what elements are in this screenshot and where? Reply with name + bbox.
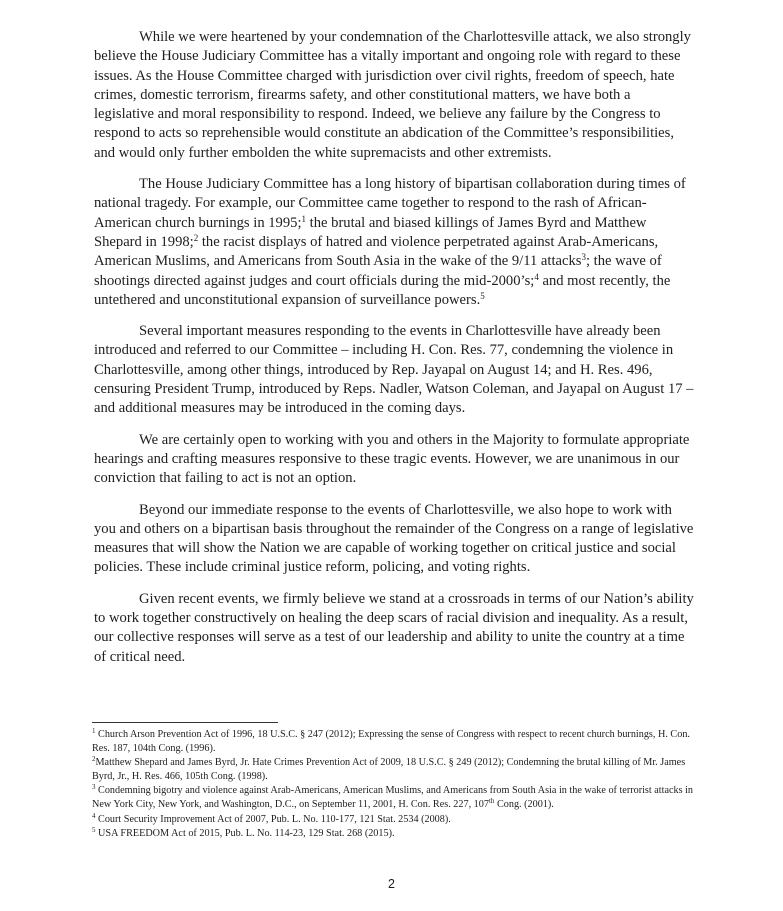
footnote-3 — [92, 784, 702, 811]
footnote-ref-3: 3 — [581, 252, 586, 263]
footnote-number: 2 — [92, 755, 96, 764]
footnote-number: 3 — [92, 783, 96, 792]
footnote-text: USA FREEDOM Act of 2015, Pub. L. No. 114-23, 129 Stat. 268 (2015). — [95, 828, 395, 840]
footnote-ref-4: 4 — [534, 271, 539, 282]
footnote-ref-2: 2 — [193, 232, 199, 243]
letter-body — [94, 28, 694, 667]
paragraph-6: Given recent events, we firmly believe we stand at a crossroads in terms of our Nation’s ability to work together constructively on healing the deep scars of racial division and inequality. As a result, our collective responses will serve as a test of our leadership and ability to unite the country at a time of critical need. — [94, 590, 694, 665]
footnote-2 — [92, 756, 702, 783]
footnote-number: 4 — [92, 811, 96, 820]
footnote-text: Matthew Shepard and James Byrd, Jr. Hate Crimes Prevention Act of 2009, 18 U.S.C. § 249 (2012); Condemning the brutal killing of Mr. James Byrd, Jr., H. Res. 466, 105th Cong. (1998). — [92, 757, 686, 782]
paragraph-2-text: the brutal and biased killings of James Byrd and Matthew Shepard in 1998; — [94, 214, 647, 250]
footnote-1 — [92, 728, 702, 755]
paragraph-2 — [94, 175, 694, 310]
paragraph-2-text: and most recently, the untethered and unconstitutional expansion of surveillance powers. — [94, 272, 671, 308]
footnote-divider — [92, 722, 278, 723]
footnote-text: Court Security Improvement Act of 2007, Pub. L. No. 110-177, 121 Stat. 2534 (2008). — [95, 813, 451, 825]
paragraph-2-text: The House Judiciary Committee has a long history of bipartisan collaboration during times of national tragedy. For example, our Committee came together to respond to the rash of African-American church burnings in 1995; — [94, 176, 686, 231]
footnote-ref-1: 1 — [301, 213, 307, 224]
paragraph-2-text: ; the wave of shootings directed against judges and court officials during the mid-2000’s; — [94, 253, 662, 289]
footnote-ref-5: 5 — [480, 290, 485, 301]
ordinal-suffix: th — [488, 796, 495, 805]
footnotes — [92, 728, 702, 841]
paragraph-2-text: the racist displays of hatred and violence perpetrated against Arab-Americans, American Muslims, and Americans from South Asia in the wake of the 9/11 attacks — [94, 233, 659, 270]
paragraph-4: We are certainly open to working with you and others in the Majority to formulate appropriate hearings and crafting measures responsive to these tragic events. However, we are unanimous in our conviction that failing to act is not an option. — [94, 431, 690, 487]
paragraph-3: Several important measures responding to the events in Charlottesville have already been introduced and referred to our Committee – including H. Con. Res. 77, condemning the violence in Charlottesville, among other things, introduced by Rep. Jayapal on August 14; and H. Res. 496, censuring President Trump, introduced by Reps. Nadler, Watson Coleman, and Jayapal on August 17 – and additional measures may be introduced in the coming days. — [94, 323, 694, 417]
paragraph-5: Beyond our immediate response to the events of Charlottesville, we also hope to work with you and others on a bipartisan basis throughout the remainder of the Congress on a range of legislative measures that will show the Nation we are capable of working together on critical justice and social policies. These include criminal justice reform, policing, and voting rights. — [94, 501, 694, 576]
footnote-number: 1 — [92, 727, 96, 735]
page-number: 2 — [388, 877, 395, 891]
footnote-5 — [92, 827, 702, 841]
footnote-4 — [92, 813, 702, 827]
footnote-text: Church Arson Prevention Act of 1996, 18 U.S.C. § 247 (2012); Expressing the sense of Congress with respect to recent church burnings, H. Con. Res. 187, 104th Cong. (1996). — [92, 729, 690, 754]
footnote-text: Cong. (2001). — [494, 798, 554, 810]
paragraph-1: While we were heartened by your condemnation of the Charlottesville attack, we also strongly believe the House Judiciary Committee has a vitally important and ongoing role with regard to these issues. As the House Committee charged with jurisdiction over civil rights, freedom of speech, hate crimes, domestic terrorism, firearms safety, and other constitutional matters, we have both a legislative and moral responsibility to respond. Indeed, we believe any failure by the Congress to respond to acts so reprehensible would constitute an abdication of the Committee’s responsibilities, and would only further embolden the white supremacists and other extremists. — [94, 29, 691, 161]
footnote-number: 5 — [92, 826, 96, 835]
footnote-text: Condemning bigotry and violence against Arab-Americans, American Muslims, and Americans from South Asia in the wake of terrorist attacks in New York City, New York, and Washington, D.C., on September 11, 2001, H. Con. Res. 227, 107 — [92, 785, 694, 810]
